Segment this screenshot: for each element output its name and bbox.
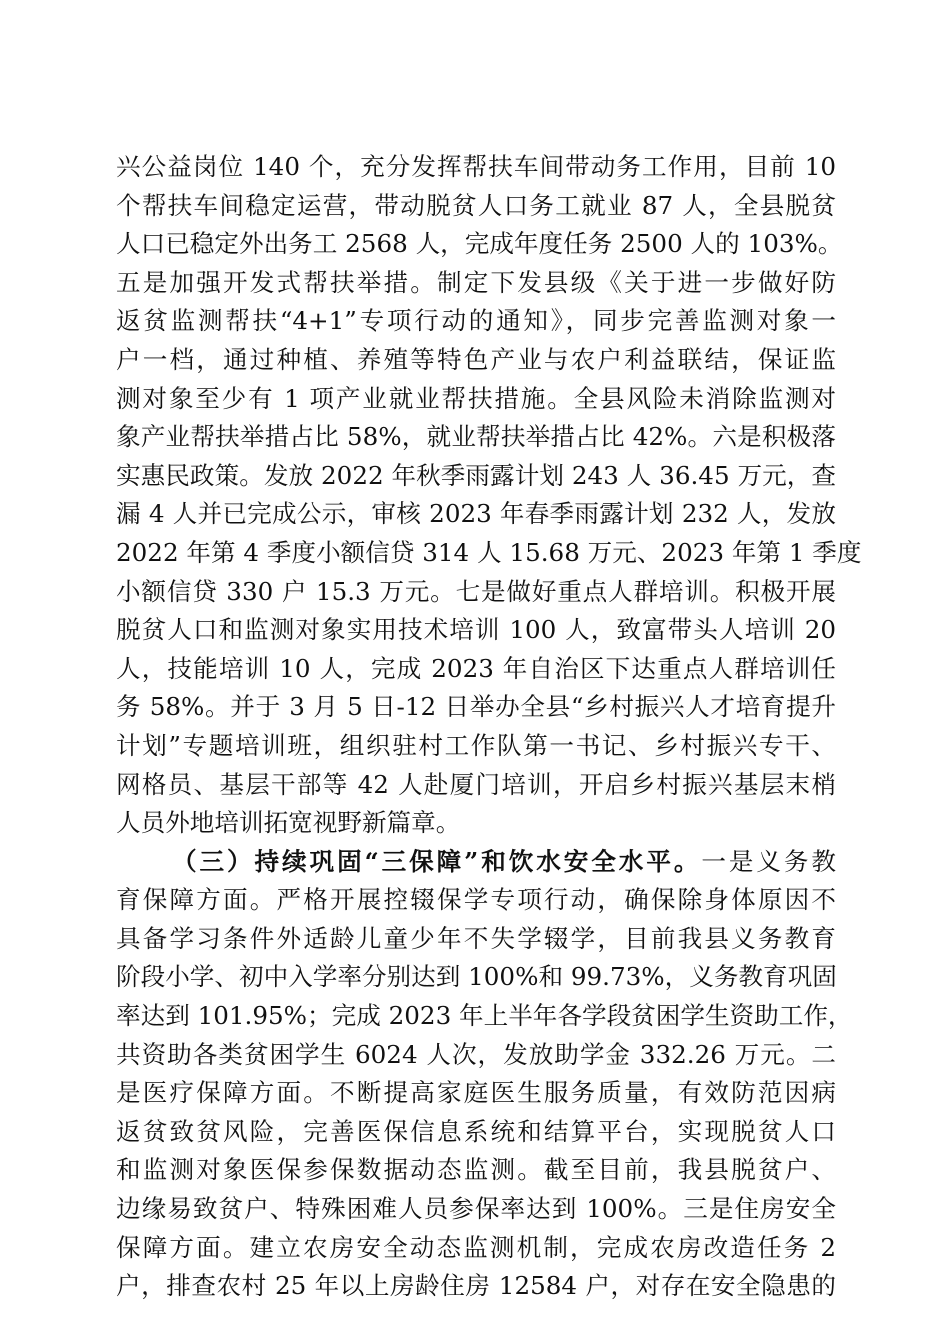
text-line: 率达到 101.95%；完成 2023 年上半年各学段贫困学生资助工作， bbox=[116, 1001, 853, 1031]
paragraph-three-guarantees bbox=[116, 843, 853, 1306]
text-line: 务 58%。并于 3 月 5 日-12 日举办全县“乡村振兴人才培育提升 bbox=[116, 692, 836, 722]
text-line: 是医疗保障方面。不断提高家庭医生服务质量，有效防范因病 bbox=[116, 1078, 836, 1108]
text-line: 网格员、基层干部等 42 人赴厦门培训，开启乡村振兴基层末梢 bbox=[116, 769, 836, 799]
text-line: 返贫监测帮扶“4+1”专项行动的通知》，同步完善监测对象一 bbox=[116, 306, 836, 336]
paragraph-first-line bbox=[116, 843, 836, 882]
text-line: 和监测对象医保参保数据动态监测。截至目前，我县脱贫户、 bbox=[116, 1155, 836, 1185]
text-line: 2022 年第 4 季度小额信贷 314 人 15.68 万元、2023 年第 1 季度 bbox=[116, 537, 862, 567]
text-fragment: 一是义务教 bbox=[701, 846, 836, 876]
text-line: 育保障方面。严格开展控辍保学专项行动，确保除身体原因不 bbox=[116, 885, 836, 915]
text-line: 脱贫人口和监测对象实用技术培训 100 人，致富带头人培训 20 bbox=[116, 615, 836, 645]
text-line: 阶段小学、初中入学率分别达到 100%和 99.73%，义务教育巩固 bbox=[116, 962, 837, 992]
section-heading: （三）持续巩固“三保障”和饮水安全水平。 bbox=[172, 846, 702, 876]
text-line: 测对象至少有 1 项产业就业帮扶措施。全县风险未消除监测对 bbox=[116, 383, 836, 413]
text-line: 象产业帮扶举措占比 58%，就业帮扶举措占比 42%。六是积极落 bbox=[116, 422, 836, 452]
text-line: 共资助各类贫困学生 6024 人次，发放助学金 332.26 万元。二 bbox=[116, 1039, 836, 1069]
text-line: 户，排查农村 25 年以上房龄住房 12584 户，对存在安全隐患的 bbox=[116, 1271, 836, 1301]
text-line: 小额信贷 330 户 15.3 万元。七是做好重点人群培训。积极开展 bbox=[116, 576, 836, 606]
text-line: 边缘易致贫户、特殊困难人员参保率达到 100%。三是住房安全 bbox=[116, 1194, 836, 1224]
paragraph-continued bbox=[116, 148, 862, 843]
text-line: 保障方面。建立农房安全动态监测机制，完成农房改造任务 2 bbox=[116, 1232, 836, 1262]
text-line: 具备学习条件外适龄儿童少年不失学辍学，目前我县义务教育 bbox=[116, 923, 836, 953]
text-line: 人口已稳定外出务工 2568 人，完成年度任务 2500 人的 103%。 bbox=[116, 229, 843, 259]
document-body bbox=[116, 148, 862, 1306]
text-line: 个帮扶车间稳定运营，带动脱贫人口务工就业 87 人，全县脱贫 bbox=[116, 190, 836, 220]
text-line: 漏 4 人并已完成公示，审核 2023 年春季雨露计划 232 人，发放 bbox=[116, 499, 836, 529]
text-line: 兴公益岗位 140 个，充分发挥帮扶车间带动务工作用，目前 10 bbox=[116, 152, 836, 181]
text-line: 五是加强开发式帮扶举措。制定下发县级《关于进一步做好防 bbox=[116, 267, 836, 297]
text-line: 返贫致贫风险，完善医保信息系统和结算平台，实现脱贫人口 bbox=[116, 1116, 836, 1146]
text-line: 人，技能培训 10 人，完成 2023 年自治区下达重点人群培训任 bbox=[116, 653, 836, 683]
text-line: 户一档，通过种植、养殖等特色产业与农户利益联结，保证监 bbox=[116, 344, 836, 374]
text-line: 实惠民政策。发放 2022 年秋季雨露计划 243 人 36.45 万元，查 bbox=[116, 460, 836, 490]
text-line: 人员外地培训拓宽视野新篇章。 bbox=[116, 808, 461, 838]
text-line: 计划”专题培训班，组织驻村工作队第一书记、乡村振兴专干、 bbox=[116, 730, 836, 760]
